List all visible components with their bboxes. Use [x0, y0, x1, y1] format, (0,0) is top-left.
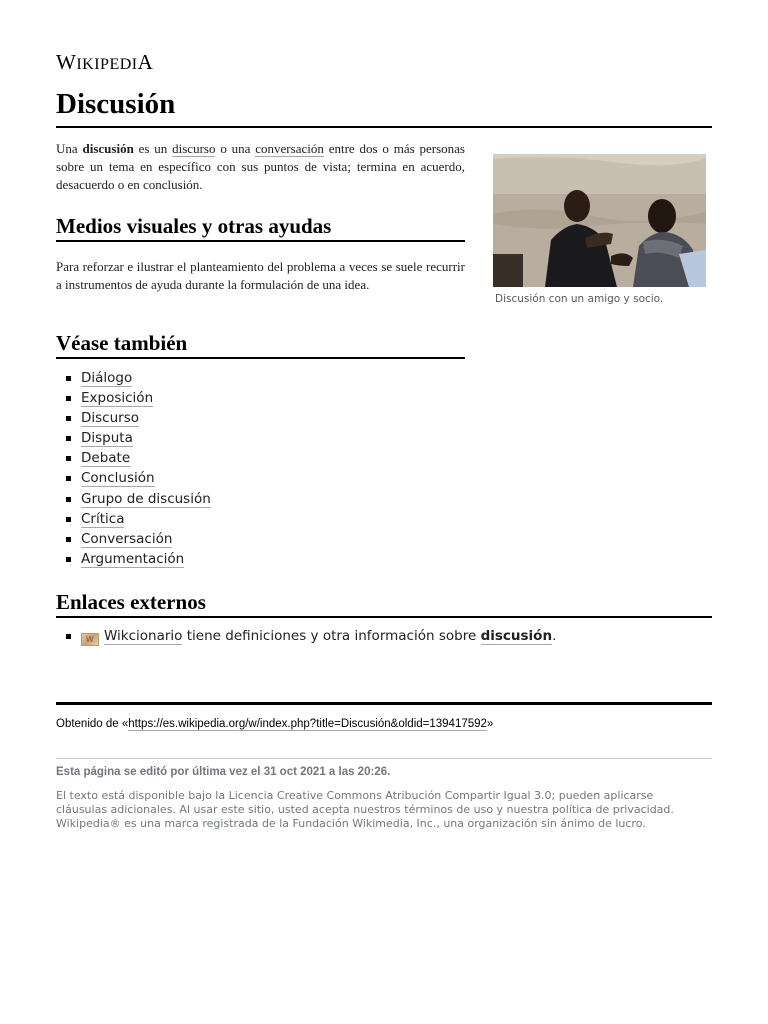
list-item	[56, 388, 211, 408]
intro-paragraph	[56, 140, 465, 194]
bullet	[66, 634, 71, 639]
license-line: Wikipedia® es una marca registrada de la Fundación Wikimedia, Inc., una organización sin ánimo de lucro.	[56, 817, 646, 830]
medios-paragraph: Para reforzar e ilustrar el planteamiento del problema a veces se suele recurrir a instrumentos de ayuda durante la formulación de una idea.	[56, 259, 465, 292]
section-heading-vease: Véase también	[56, 329, 465, 359]
license-line: cláusulas adicionales. Al usar este sitio, usted acepta nuestros términos de uso y nuestra política de privacidad.	[56, 803, 674, 816]
see-also-link[interactable]: Argumentación	[81, 550, 185, 567]
discussion-photo[interactable]	[493, 154, 706, 287]
retrieved-suffix: »	[486, 718, 494, 730]
list-item	[56, 408, 211, 428]
intro-text: es un	[133, 141, 173, 156]
see-also-link[interactable]: Diálogo	[81, 370, 133, 386]
license-text	[56, 789, 712, 831]
see-also-link[interactable]: Conclusión	[81, 470, 155, 487]
section-heading-enlaces: Enlaces externos	[56, 588, 712, 618]
list-item	[56, 468, 211, 488]
wiktionary-link[interactable]: Wikcionario	[104, 628, 183, 644]
intro-term: discusión	[82, 141, 134, 156]
see-also-link[interactable]: Disputa	[81, 430, 133, 447]
last-modified: Esta página se editó por última vez el 31 oct 2021 a las 20:26.	[56, 766, 391, 778]
list-item	[56, 509, 211, 529]
external-text: tiene definiciones y otra información sobre	[182, 628, 481, 644]
see-also-link[interactable]: Grupo de discusión	[81, 490, 211, 507]
page-title: Discusión	[56, 84, 712, 128]
figure	[493, 154, 706, 306]
list-item	[56, 549, 211, 569]
list-item	[56, 368, 211, 388]
see-also-link[interactable]: Exposición	[81, 390, 154, 407]
wiktionary-icon: Ꮃ	[81, 633, 99, 646]
intro-text: o una	[215, 141, 256, 156]
intro-text: Una	[56, 141, 83, 156]
section-heading-medios: Medios visuales y otras ayudas	[56, 212, 465, 242]
retrieved-prefix: Obtenido de «	[56, 718, 129, 730]
see-also-link[interactable]: Crítica	[81, 510, 125, 527]
wiktionary-term-link[interactable]: discusión	[480, 628, 553, 644]
list-item	[56, 448, 211, 468]
license-line: El texto está disponible bajo la Licencia Creative Commons Atribución Compartir Igual 3.0; pueden aplicarse	[56, 789, 654, 802]
see-also-list	[56, 368, 211, 569]
see-also-link[interactable]: Discurso	[81, 410, 140, 427]
link-conversacion[interactable]: conversación	[255, 141, 324, 156]
list-item	[56, 489, 211, 509]
intro-text: entre dos o más personas sobre un tema en específico con sus puntos de vista; termina en acuerdo, desacuerdo o en conclusión.	[56, 141, 465, 192]
see-also-link[interactable]: Conversación	[81, 530, 173, 547]
list-item	[56, 529, 211, 549]
external-link-item	[56, 626, 711, 646]
external-text-end: .	[552, 628, 557, 644]
link-discurso[interactable]: discurso	[172, 141, 216, 156]
see-also-link[interactable]: Debate	[81, 450, 131, 467]
wikipedia-logo[interactable]: WIKIPEDIA	[56, 50, 154, 74]
footer-divider	[56, 758, 712, 759]
list-item	[56, 428, 211, 448]
figure-caption: Discusión con un amigo y socio.	[495, 293, 664, 305]
retrieved-url-link[interactable]: https://es.wikipedia.org/w/index.php?title=Discusión&oldid=139417592	[128, 718, 487, 730]
retrieved-from	[56, 716, 712, 732]
divider	[56, 702, 712, 705]
